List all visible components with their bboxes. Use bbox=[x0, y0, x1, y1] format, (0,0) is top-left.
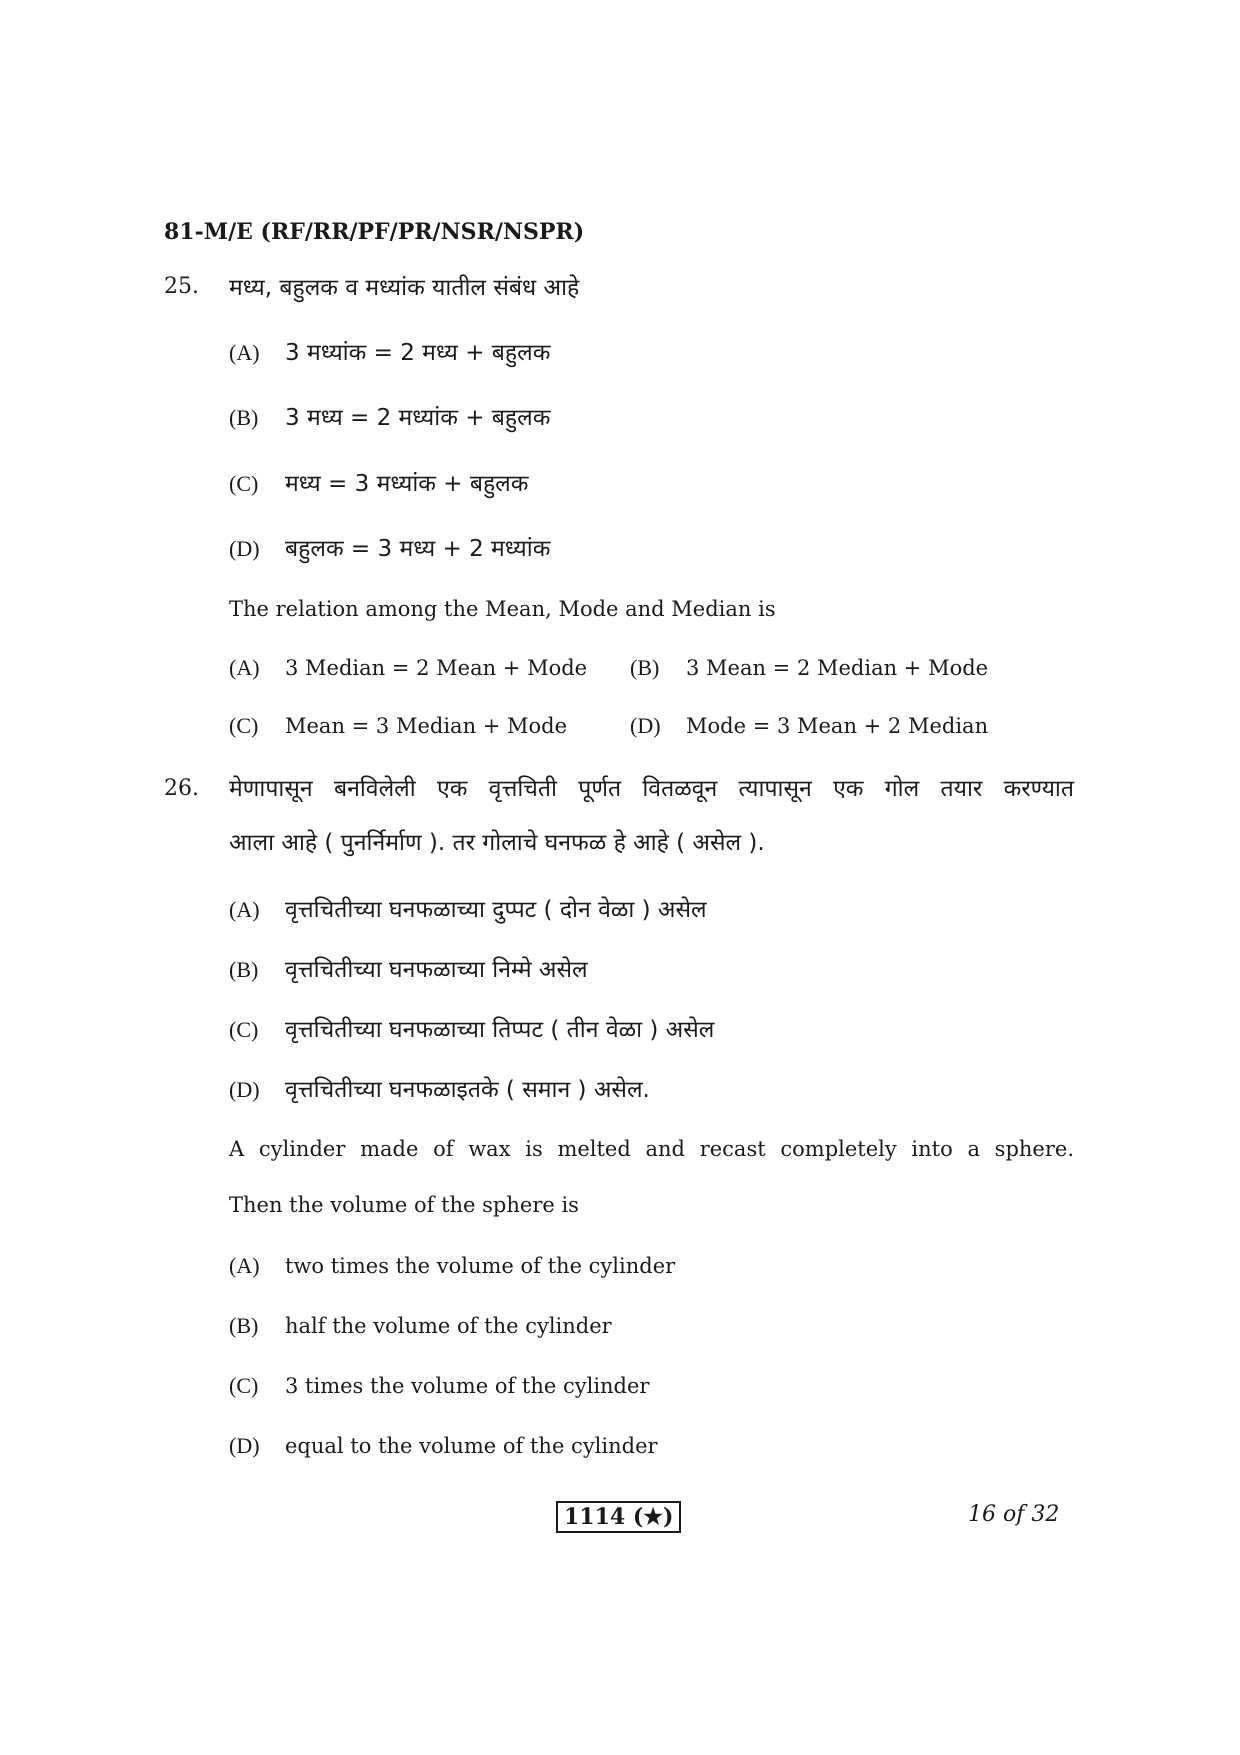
option-text: वृत्तचितीच्या घनफळाच्या तिप्पट ( तीन वेळा ) असेल bbox=[285, 1017, 715, 1043]
q26-marathi-option-d bbox=[229, 1072, 650, 1104]
option-label: (A) bbox=[229, 1253, 260, 1278]
q25-marathi-option-a bbox=[229, 335, 550, 367]
q26-marathi-option-b bbox=[229, 952, 588, 984]
option-text: 3 Mean = 2 Median + Mode bbox=[686, 656, 989, 680]
option-label: (D) bbox=[229, 1077, 260, 1102]
option-text: 3 मध्यांक = 2 मध्य + बहुलक bbox=[285, 340, 551, 366]
option-label: (A) bbox=[229, 897, 260, 922]
option-label: (C) bbox=[229, 1017, 259, 1042]
option-label: (D) bbox=[229, 1433, 260, 1458]
q26-marathi-option-c bbox=[229, 1012, 714, 1044]
option-label: (B) bbox=[229, 405, 259, 430]
option-label: (B) bbox=[630, 655, 660, 680]
option-label: (C) bbox=[229, 713, 259, 738]
q26-english-option-c bbox=[229, 1373, 649, 1399]
option-text: Mean = 3 Median + Mode bbox=[285, 714, 568, 738]
option-label: (C) bbox=[229, 471, 259, 496]
option-text: Mode = 3 Mean + 2 Median bbox=[686, 714, 989, 738]
q25-marathi-option-d bbox=[229, 531, 550, 563]
question-number-25: 25. bbox=[164, 274, 199, 299]
set-code-box: 1114 (★) bbox=[556, 1501, 681, 1533]
q26-marathi-option-a bbox=[229, 892, 707, 924]
option-label: (A) bbox=[229, 340, 260, 365]
q25-english-option-d bbox=[630, 713, 988, 739]
q25-marathi-option-c bbox=[229, 466, 528, 498]
option-text: 3 times the volume of the cylinder bbox=[285, 1374, 650, 1398]
option-label: (D) bbox=[229, 536, 260, 561]
page-number: 16 of 32 bbox=[968, 1502, 1060, 1527]
q25-marathi-stem: मध्य, बहुलक व मध्यांक यातील संबंध आहे bbox=[229, 275, 580, 301]
option-text: वृत्तचितीच्या घनफळाच्या दुप्पट ( दोन वेळा ) असेल bbox=[285, 897, 707, 923]
option-text: वृत्तचितीच्या घनफळाइतके ( समान ) असेल. bbox=[285, 1077, 650, 1103]
option-text: 3 Median = 2 Mean + Mode bbox=[285, 656, 588, 680]
option-text: वृत्तचितीच्या घनफळाच्या निम्मे असेल bbox=[285, 957, 588, 983]
q26-marathi-stem-line2: आला आहे ( पुनर्निर्माण ). तर गोलाचे घनफळ हे आहे ( असेल ). bbox=[229, 830, 765, 856]
option-label: (A) bbox=[229, 655, 260, 680]
q26-english-option-d bbox=[229, 1433, 658, 1459]
q26-english-option-b bbox=[229, 1313, 612, 1339]
option-text: बहुलक = 3 मध्य + 2 मध्यांक bbox=[285, 536, 551, 562]
option-label: (C) bbox=[229, 1373, 259, 1398]
option-text: two times the volume of the cylinder bbox=[285, 1254, 676, 1278]
q26-english-stem-line2: Then the volume of the sphere is bbox=[229, 1193, 579, 1217]
q25-english-stem: The relation among the Mean, Mode and Median is bbox=[229, 597, 776, 621]
q25-english-option-a bbox=[229, 655, 587, 681]
q26-english-stem-line1: A cylinder made of wax is melted and recast completely into a sphere. bbox=[229, 1137, 1074, 1161]
option-text: half the volume of the cylinder bbox=[285, 1314, 612, 1338]
option-label: (D) bbox=[630, 713, 661, 738]
question-number-26: 26. bbox=[164, 776, 199, 801]
q25-marathi-option-b bbox=[229, 400, 550, 432]
option-text: मध्य = 3 मध्यांक + बहुलक bbox=[285, 471, 529, 497]
option-text: 3 मध्य = 2 मध्यांक + बहुलक bbox=[285, 405, 551, 431]
paper-code: 81-M/E (RF/RR/PF/PR/NSR/NSPR) bbox=[164, 219, 585, 245]
q26-english-option-a bbox=[229, 1253, 675, 1279]
option-text: equal to the volume of the cylinder bbox=[285, 1434, 658, 1458]
option-label: (B) bbox=[229, 957, 259, 982]
q26-marathi-stem-line1: मेणापासून बनविलेली एक वृत्तचिती पूर्णत वितळवून त्यापासून एक गोल तयार करण्यात bbox=[229, 776, 1074, 802]
q25-english-option-b bbox=[630, 655, 988, 681]
option-label: (B) bbox=[229, 1313, 259, 1338]
q25-english-option-c bbox=[229, 713, 567, 739]
